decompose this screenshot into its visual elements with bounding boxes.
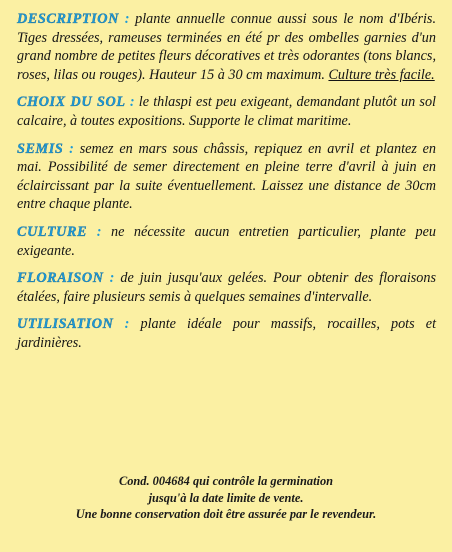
heading-choix-du-sol: CHOIX DU SOL [17, 94, 126, 111]
footer-line-3: Une bonne conservation doit être assurée par le revendeur. [75, 507, 377, 521]
footer-line-2: jusqu'à la date limite de vente. [148, 490, 304, 505]
heading-utilisation: UTILISATION [17, 316, 114, 333]
text-culture-easy: Culture très facile. [328, 66, 435, 83]
heading-semis: SEMIS [17, 140, 64, 157]
footer-line-1: Cond. 004684 qui contrôle la germination [118, 474, 334, 488]
text-floraison: de juin jusqu'aux gelées. Pour obtenir des floraisons étalées, faire plusieurs semis à quelques semaines d'intervalle. [17, 270, 437, 305]
separator: : [124, 11, 130, 27]
section-culture [17, 223, 436, 260]
text-utilisation: plante idéale pour massifs, rocailles, pots et jardinières. [17, 316, 437, 351]
text-description: plante annuelle connue aussi sous le nom d'Ibéris. Tiges dressées, rameuses terminées en été pr des ombelles garnies d'un grand nombre de petites fleurs décoratives et très odorantes (tons blancs, roses, lilas ou rouges). Hauteur 15 à 30 cm maximum. [17, 11, 437, 83]
text-culture: ne nécessite aucun entretien particulier, plante peu exigeante. [17, 223, 437, 259]
separator: : [96, 223, 102, 240]
section-description [17, 10, 436, 84]
separator: : [69, 140, 74, 157]
separator: : [109, 270, 115, 287]
section-utilisation [17, 315, 436, 352]
text-choix-du-sol: le thlaspi est peu exigeant, demandant plutôt un sol calcaire, à toutes expositions. Supporte le climat maritime. [17, 94, 436, 129]
section-semis [17, 140, 436, 214]
heading-floraison: FLORAISON [17, 270, 104, 287]
text-semis: semez en mars sous châssis, repiquez en avril et plantez en mai. Possibilité de semer directement en pleine terre d'avril à juin en éclaircissant par la suite éventuellement. Laissez une distance de 30cm entre chaque plante. [17, 140, 437, 213]
heading-description: DESCRIPTION [17, 11, 119, 27]
separator: : [124, 316, 130, 333]
heading-culture: CULTURE [17, 223, 88, 240]
separator: : [129, 94, 135, 111]
section-floraison [17, 269, 436, 306]
section-choix-du-sol [17, 93, 436, 130]
footer-notice [0, 473, 452, 523]
